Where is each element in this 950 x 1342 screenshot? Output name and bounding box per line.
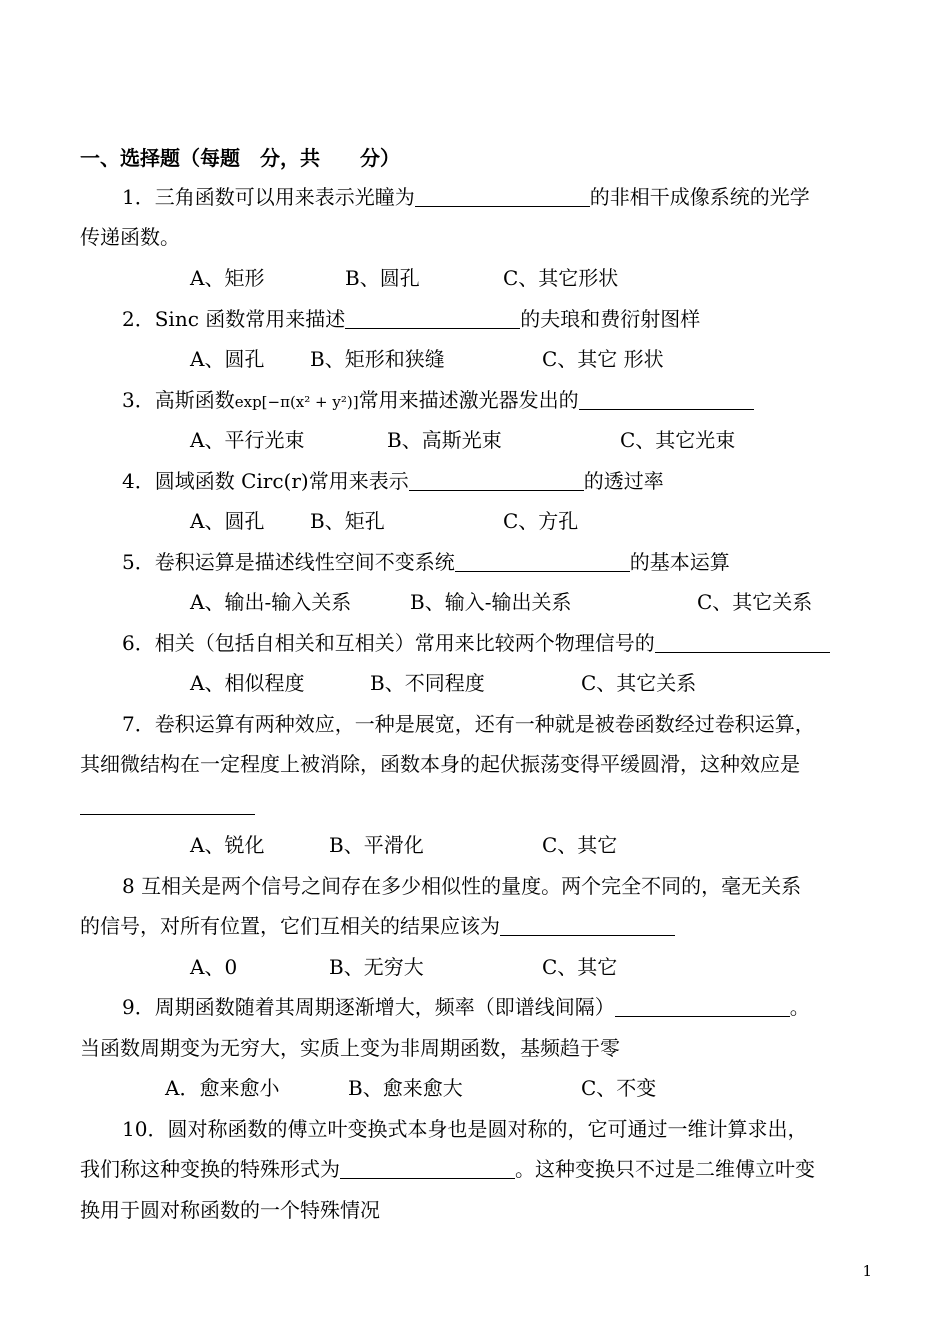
- option-c: C、其它: [542, 955, 618, 979]
- option-b: B、输入-输出关系: [410, 590, 572, 614]
- option-c: C、方孔: [503, 509, 579, 533]
- question-3-line: [122, 386, 917, 416]
- question-1-text-b: 的非相干成像系统的光学: [589, 185, 810, 209]
- answer-blank: [409, 468, 584, 491]
- question-6-text: 6．相关（包括自相关和互相关）常用来比较两个物理信号的: [122, 631, 655, 655]
- option-a: A、输出-输入关系: [190, 590, 352, 614]
- question-9-line-2: 当函数周期变为无穷大，实质上变为非周期函数，基频趋于零: [80, 1036, 620, 1060]
- question-7-line-3: [80, 791, 875, 819]
- option-b: B、高斯光束: [387, 428, 502, 452]
- question-9-text-a: 9．周期函数随着其周期逐渐增大，频率（即谱线间隔）: [122, 995, 615, 1019]
- option-c: C、不变: [581, 1076, 657, 1100]
- question-1-text-a: 1．三角函数可以用来表示光瞳为: [122, 185, 415, 209]
- question-8-line-2: [80, 912, 875, 940]
- option-c: C、其它 形状: [542, 347, 664, 371]
- page-number: 1: [862, 1262, 872, 1280]
- option-b: B、不同程度: [370, 671, 485, 695]
- option-c: C、其它关系: [697, 590, 813, 614]
- option-c: C、其它形状: [503, 266, 619, 290]
- option-c: C、其它关系: [581, 671, 697, 695]
- question-9-text-b: 。: [789, 995, 810, 1019]
- option-b: B、矩孔: [310, 509, 385, 533]
- section-title: 一、选择题（每题 分，共 分）: [80, 146, 400, 170]
- gaussian-formula: exp[−π(x² + y²)]: [234, 393, 359, 411]
- option-c: C、其它光束: [620, 428, 736, 452]
- question-4-text-b: 的透过率: [583, 469, 664, 493]
- question-8-text: 的信号，对所有位置，它们互相关的结果应该为: [80, 914, 500, 938]
- option-a: A、相似程度: [190, 671, 305, 695]
- question-8-line-1: 8 互相关是两个信号之间存在多少相似性的量度。两个完全不同的，毫无关系: [122, 874, 802, 898]
- option-a: A、矩形: [190, 266, 265, 290]
- question-3-text-a: 3．高斯函数: [122, 388, 235, 412]
- question-2-line: [122, 305, 917, 333]
- option-a: A、平行光束: [190, 428, 305, 452]
- option-b: B、矩形和狭缝: [310, 347, 445, 371]
- answer-blank: [80, 792, 255, 815]
- question-3-text-b: 常用来描述激光器发出的: [358, 388, 579, 412]
- answer-blank: [500, 913, 675, 936]
- answer-blank: [340, 1156, 515, 1179]
- question-4-text-a: 4．圆域函数 Circ(r)常用来表示: [122, 469, 409, 493]
- answer-blank: [579, 387, 754, 410]
- question-10-text-a: 我们称这种变换的特殊形式为: [80, 1157, 340, 1181]
- option-a: A、圆孔: [190, 509, 265, 533]
- question-1-line-2: 传递函数。: [80, 225, 180, 249]
- option-b: B、圆孔: [345, 266, 420, 290]
- answer-blank: [615, 994, 790, 1017]
- question-1-line-1: [122, 183, 917, 211]
- question-10-line-3: 换用于圆对称函数的一个特殊情况: [80, 1198, 380, 1222]
- question-4-line: [122, 467, 917, 495]
- option-b: B、愈来愈大: [348, 1076, 463, 1100]
- question-9-line-1: [122, 993, 917, 1021]
- question-2-text-b: 的夫琅和费衍射图样: [520, 307, 701, 331]
- question-7-line-2: 其细微结构在一定程度上被消除，函数本身的起伏振荡变得平缓圆滑，这种效应是: [80, 752, 800, 776]
- question-10-text-b: 。这种变换只不过是二维傅立叶变: [515, 1157, 815, 1181]
- option-c: C、其它: [542, 833, 618, 857]
- question-5-line: [122, 548, 917, 576]
- answer-blank: [655, 630, 830, 653]
- question-10-line-1: 10．圆对称函数的傅立叶变换式本身也是圆对称的，它可通过一维计算求出，: [122, 1117, 808, 1141]
- answer-blank: [455, 549, 630, 572]
- question-5-text-b: 的基本运算: [629, 550, 730, 574]
- option-b: B、无穷大: [329, 955, 424, 979]
- question-5-text-a: 5．卷积运算是描述线性空间不变系统: [122, 550, 455, 574]
- answer-blank: [345, 306, 520, 329]
- option-b: B、平滑化: [329, 833, 424, 857]
- question-7-line-1: 7．卷积运算有两种效应，一种是展宽，还有一种就是被卷函数经过卷积运算，: [122, 712, 815, 736]
- question-10-line-2: [80, 1155, 875, 1183]
- option-a: A．愈来愈小: [165, 1076, 280, 1100]
- question-2-text-a: 2．Sinc 函数常用来描述: [122, 307, 346, 331]
- option-a: A、圆孔: [190, 347, 265, 371]
- question-6-line: [122, 629, 917, 657]
- option-a: A、锐化: [190, 833, 265, 857]
- option-a: A、0: [190, 955, 238, 979]
- answer-blank: [415, 184, 590, 207]
